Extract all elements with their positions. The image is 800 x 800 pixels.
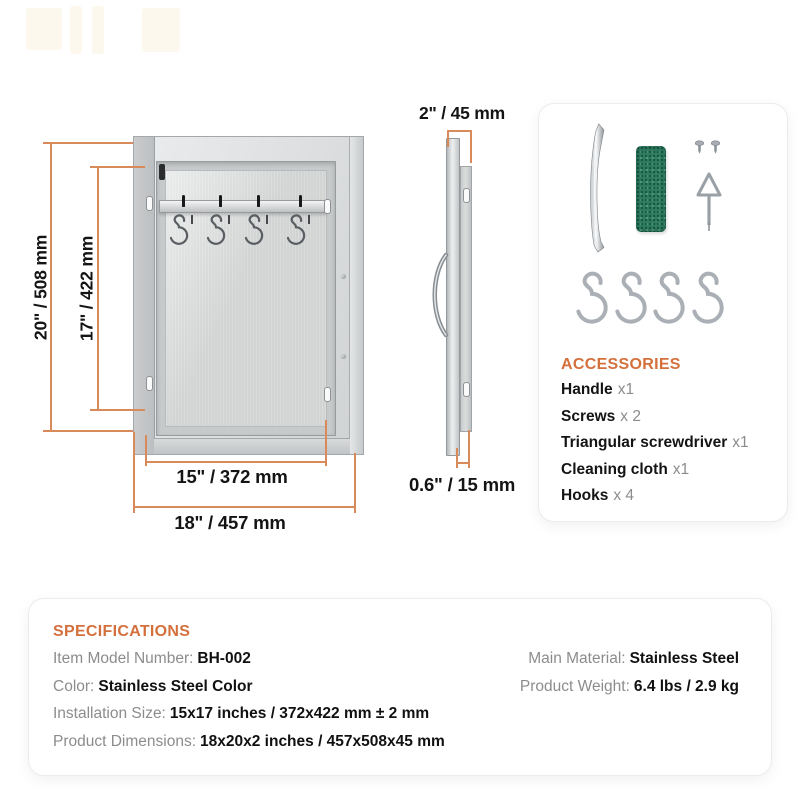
screw-icon (694, 140, 705, 155)
watermark-emblem (26, 8, 62, 50)
cleaning-cloth-icon (636, 146, 666, 232)
panel-screw (341, 354, 346, 359)
outer-height-label: 20" / 508 mm (30, 234, 51, 341)
rail-tab (191, 215, 193, 224)
dimension-tick (90, 166, 145, 168)
rail-tab (308, 215, 310, 224)
door-left-frame (134, 137, 155, 454)
dimension-line-depth (447, 130, 472, 132)
dimension-line-inner-width (145, 461, 327, 463)
dimension-tick (325, 420, 327, 466)
s-hook-icon (649, 266, 689, 334)
accessory-item: Triangular screwdriver x1 (561, 434, 749, 451)
inner-height-label: 17" / 422 mm (76, 235, 97, 342)
mount-slot (146, 196, 153, 211)
s-hook-icon (611, 266, 651, 334)
s-hook-icon (205, 210, 227, 252)
door-inner-recess (156, 161, 336, 436)
s-hook-icon (688, 266, 728, 334)
accessory-item: Hooks x 4 (561, 487, 635, 504)
accessory-item: Cleaning cloth x1 (561, 460, 690, 478)
dimension-tick (90, 409, 145, 411)
spec-row: Product Dimensions: 18x20x2 inches / 457x508x45 mm (53, 732, 445, 750)
rail-peg (182, 195, 185, 207)
brand-watermark (20, 2, 190, 58)
rail-tab (228, 215, 230, 224)
outer-width-label: 18" / 457 mm (174, 512, 286, 533)
mount-slot (463, 188, 470, 203)
dimension-tick (470, 130, 472, 163)
dimension-tick (145, 435, 147, 466)
specifications-right-column (520, 651, 739, 695)
dimension-tick (456, 448, 458, 468)
mount-slot (463, 382, 470, 397)
watermark-bar (92, 6, 104, 54)
s-hook-icon (168, 210, 190, 252)
specifications-left-column (53, 651, 445, 750)
dimension-line-flange (456, 462, 470, 464)
mount-slot (324, 199, 331, 214)
watermark-bar (70, 6, 82, 54)
accessory-item: Handle x1 (561, 381, 635, 398)
accessories-list (561, 382, 749, 504)
side-handle-icon (427, 250, 449, 340)
accessories-title: ACCESSORIES (561, 356, 681, 373)
rail-peg (299, 195, 302, 207)
rail-peg (219, 195, 222, 207)
panel-screw (341, 274, 346, 279)
accessories-card (538, 103, 788, 522)
rail-peg (257, 195, 260, 207)
s-hook-icon (243, 210, 265, 252)
dimension-tick (43, 430, 133, 432)
spec-row: Installation Size: 15x17 inches / 372x422 mm ± 2 mm (53, 705, 430, 722)
spec-row: Main Material: Stainless Steel (528, 650, 739, 667)
hinge-pin (159, 164, 165, 180)
door-bottom-frame (154, 438, 350, 454)
specifications-card (28, 598, 772, 776)
bottom-depth-label: 0.6" / 15 mm (408, 474, 516, 495)
handle-icon (585, 121, 611, 255)
spec-row: Product Weight: 6.4 lbs / 2.9 kg (519, 677, 739, 695)
spec-row: Color: Stainless Steel Color (53, 677, 253, 695)
accessory-item: Screws x 2 (561, 407, 641, 425)
dimension-tick (43, 142, 133, 144)
s-hook-icon (285, 210, 307, 252)
specifications-title: SPECIFICATIONS (53, 623, 191, 640)
door-right-frame (349, 137, 363, 454)
top-depth-label: 2" / 45 mm (418, 103, 506, 123)
dimension-tick (133, 432, 135, 513)
dimension-tick (354, 453, 356, 513)
watermark-block (142, 8, 180, 52)
dimension-tick (447, 130, 449, 147)
rail-tab (266, 215, 268, 224)
dimension-line-outer-width (133, 506, 356, 508)
triangular-screwdriver-icon (695, 170, 723, 234)
spec-row: Item Model Number: BH-002 (53, 650, 251, 667)
door-front-view (133, 136, 364, 455)
inner-width-label: 15" / 372 mm (176, 466, 288, 487)
mount-slot (146, 376, 153, 391)
s-hook-icon (572, 266, 612, 334)
mount-slot (324, 387, 331, 402)
screw-icon (710, 140, 721, 155)
